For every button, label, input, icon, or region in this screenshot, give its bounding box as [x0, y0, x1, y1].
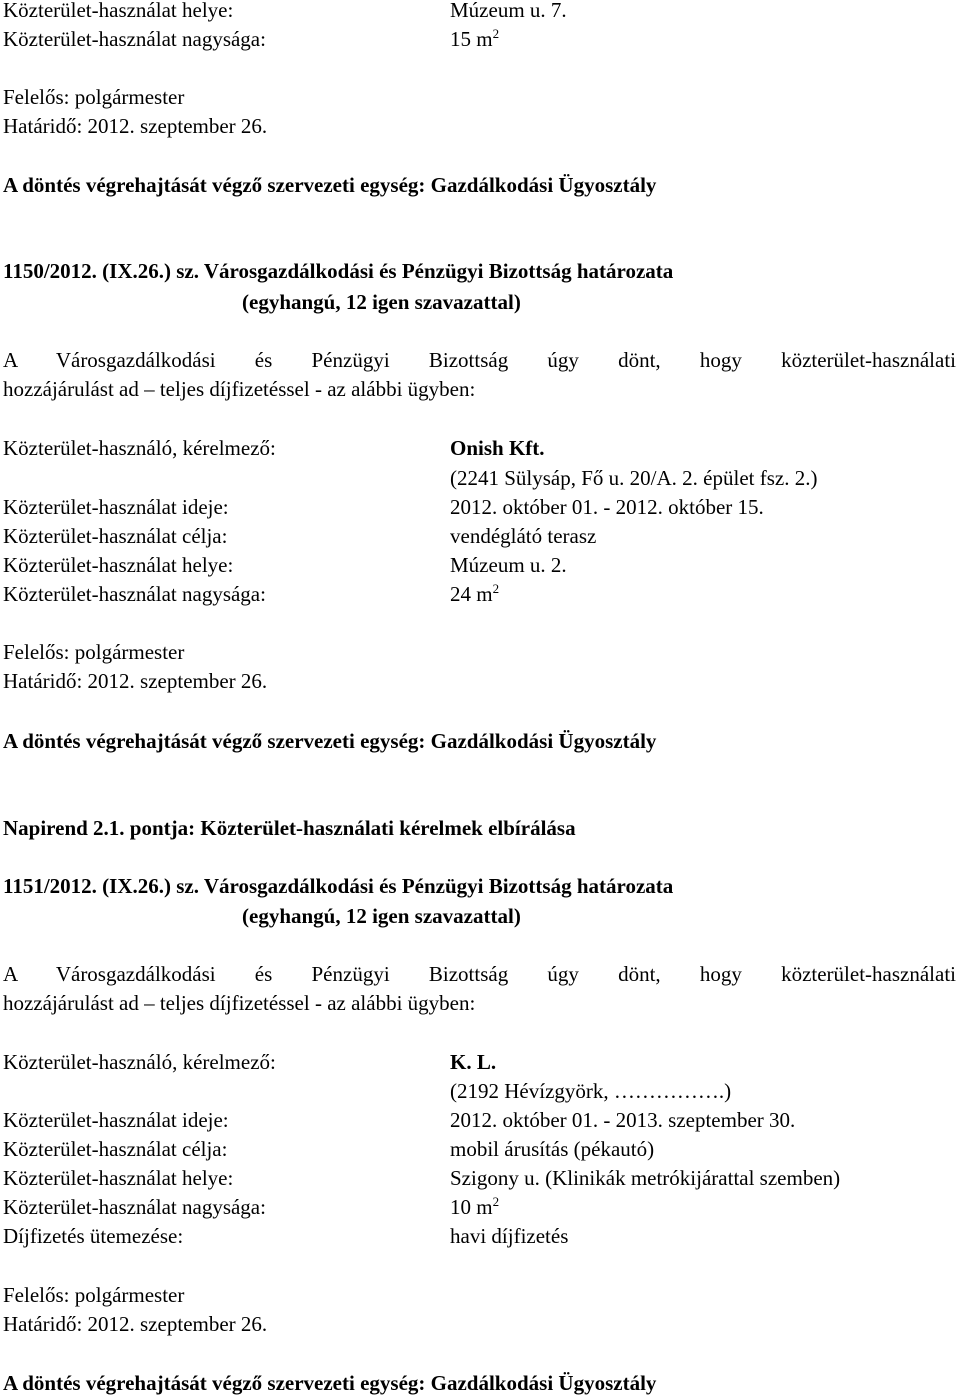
kerelmezo-address: (2241 Sülysáp, Fő u. 20/A. 2. épület fsz. 2.) [450, 466, 818, 490]
resolution-heading: 1150/2012. (IX.26.) sz. Városgazdálkodási és Pénzügyi Bizottság határozata [3, 259, 674, 283]
kerelmezo-value: K. L. [450, 1050, 497, 1074]
felelos: Felelős: polgármester [3, 1283, 185, 1307]
helye-label: Közterület-használat helye: [3, 1166, 234, 1190]
helye-value: Múzeum u. 2. [450, 553, 567, 577]
agenda-heading: Napirend 2.1. pontja: Közterület-használati kérelmek elbírálása [3, 816, 576, 840]
helye-value: Szigony u. (Klinikák metrókijárattal szemben) [450, 1166, 841, 1190]
ideje-label: Közterület-használat ideje: [3, 1108, 229, 1132]
kerelmezo-address: (2192 Hévízgyörk, …………….) [450, 1079, 732, 1103]
vegrehajto: A döntés végrehajtását végző szervezeti egység: Gazdálkodási Ügyosztály [3, 1371, 657, 1395]
felelos: Felelős: polgármester [3, 85, 185, 109]
felelos: Felelős: polgármester [3, 640, 185, 664]
nagysaga-value: 15 $m^2$ [450, 26, 500, 51]
body-line-1: A Városgazdálkodási és Pénzügyi Bizottság úgy dönt, hogy közterület-használati [3, 962, 956, 986]
nagysaga-value: 10 $m^2$ [450, 1194, 500, 1219]
celja-value: vendéglátó terasz [450, 524, 597, 548]
hatarido: Határidő: 2012. szeptember 26. [3, 1312, 268, 1336]
kerelmezo-label: Közterület-használó, kérelmező: [3, 436, 276, 460]
hatarido: Határidő: 2012. szeptember 26. [3, 114, 268, 138]
celja-value: mobil árusítás (pékautó) [450, 1137, 655, 1161]
kerelmezo-value: Onish Kft. [450, 436, 545, 460]
nagysaga-value: 24 $m^2$ [450, 581, 500, 606]
helye-value: Múzeum u. 7. [450, 0, 567, 22]
helye-label: Közterület-használat helye: [3, 0, 234, 22]
nagysaga-label: Közterület-használat nagysága: [3, 582, 266, 606]
hatarido: Határidő: 2012. szeptember 26. [3, 669, 268, 693]
vote-result: (egyhangú, 12 igen szavazattal) [242, 904, 521, 928]
celja-label: Közterület-használat célja: [3, 524, 228, 548]
celja-label: Közterület-használat célja: [3, 1137, 228, 1161]
dijfizetes-value: havi díjfizetés [450, 1224, 569, 1248]
resolution-heading: 1151/2012. (IX.26.) sz. Városgazdálkodási és Pénzügyi Bizottság határozata [3, 874, 674, 898]
vegrehajto: A döntés végrehajtását végző szervezeti egység: Gazdálkodási Ügyosztály [3, 173, 657, 197]
ideje-value: 2012. október 01. - 2012. október 15. [450, 495, 764, 519]
helye-label: Közterület-használat helye: [3, 553, 234, 577]
vegrehajto: A döntés végrehajtását végző szervezeti egység: Gazdálkodási Ügyosztály [3, 729, 657, 753]
body-line-2: hozzájárulást ad – teljes díjfizetéssel - az alábbi ügyben: [3, 377, 476, 401]
nagysaga-label: Közterület-használat nagysága: [3, 27, 266, 51]
ideje-value: 2012. október 01. - 2013. szeptember 30. [450, 1108, 796, 1132]
ideje-label: Közterület-használat ideje: [3, 495, 229, 519]
dijfizetes-label: Díjfizetés ütemezése: [3, 1224, 184, 1248]
body-line-1: A Városgazdálkodási és Pénzügyi Bizottság úgy dönt, hogy közterület-használati [3, 348, 956, 372]
nagysaga-label: Közterület-használat nagysága: [3, 1195, 266, 1219]
vote-result: (egyhangú, 12 igen szavazattal) [242, 290, 521, 314]
body-line-2: hozzájárulást ad – teljes díjfizetéssel - az alábbi ügyben: [3, 991, 476, 1015]
kerelmezo-label: Közterület-használó, kérelmező: [3, 1050, 276, 1074]
